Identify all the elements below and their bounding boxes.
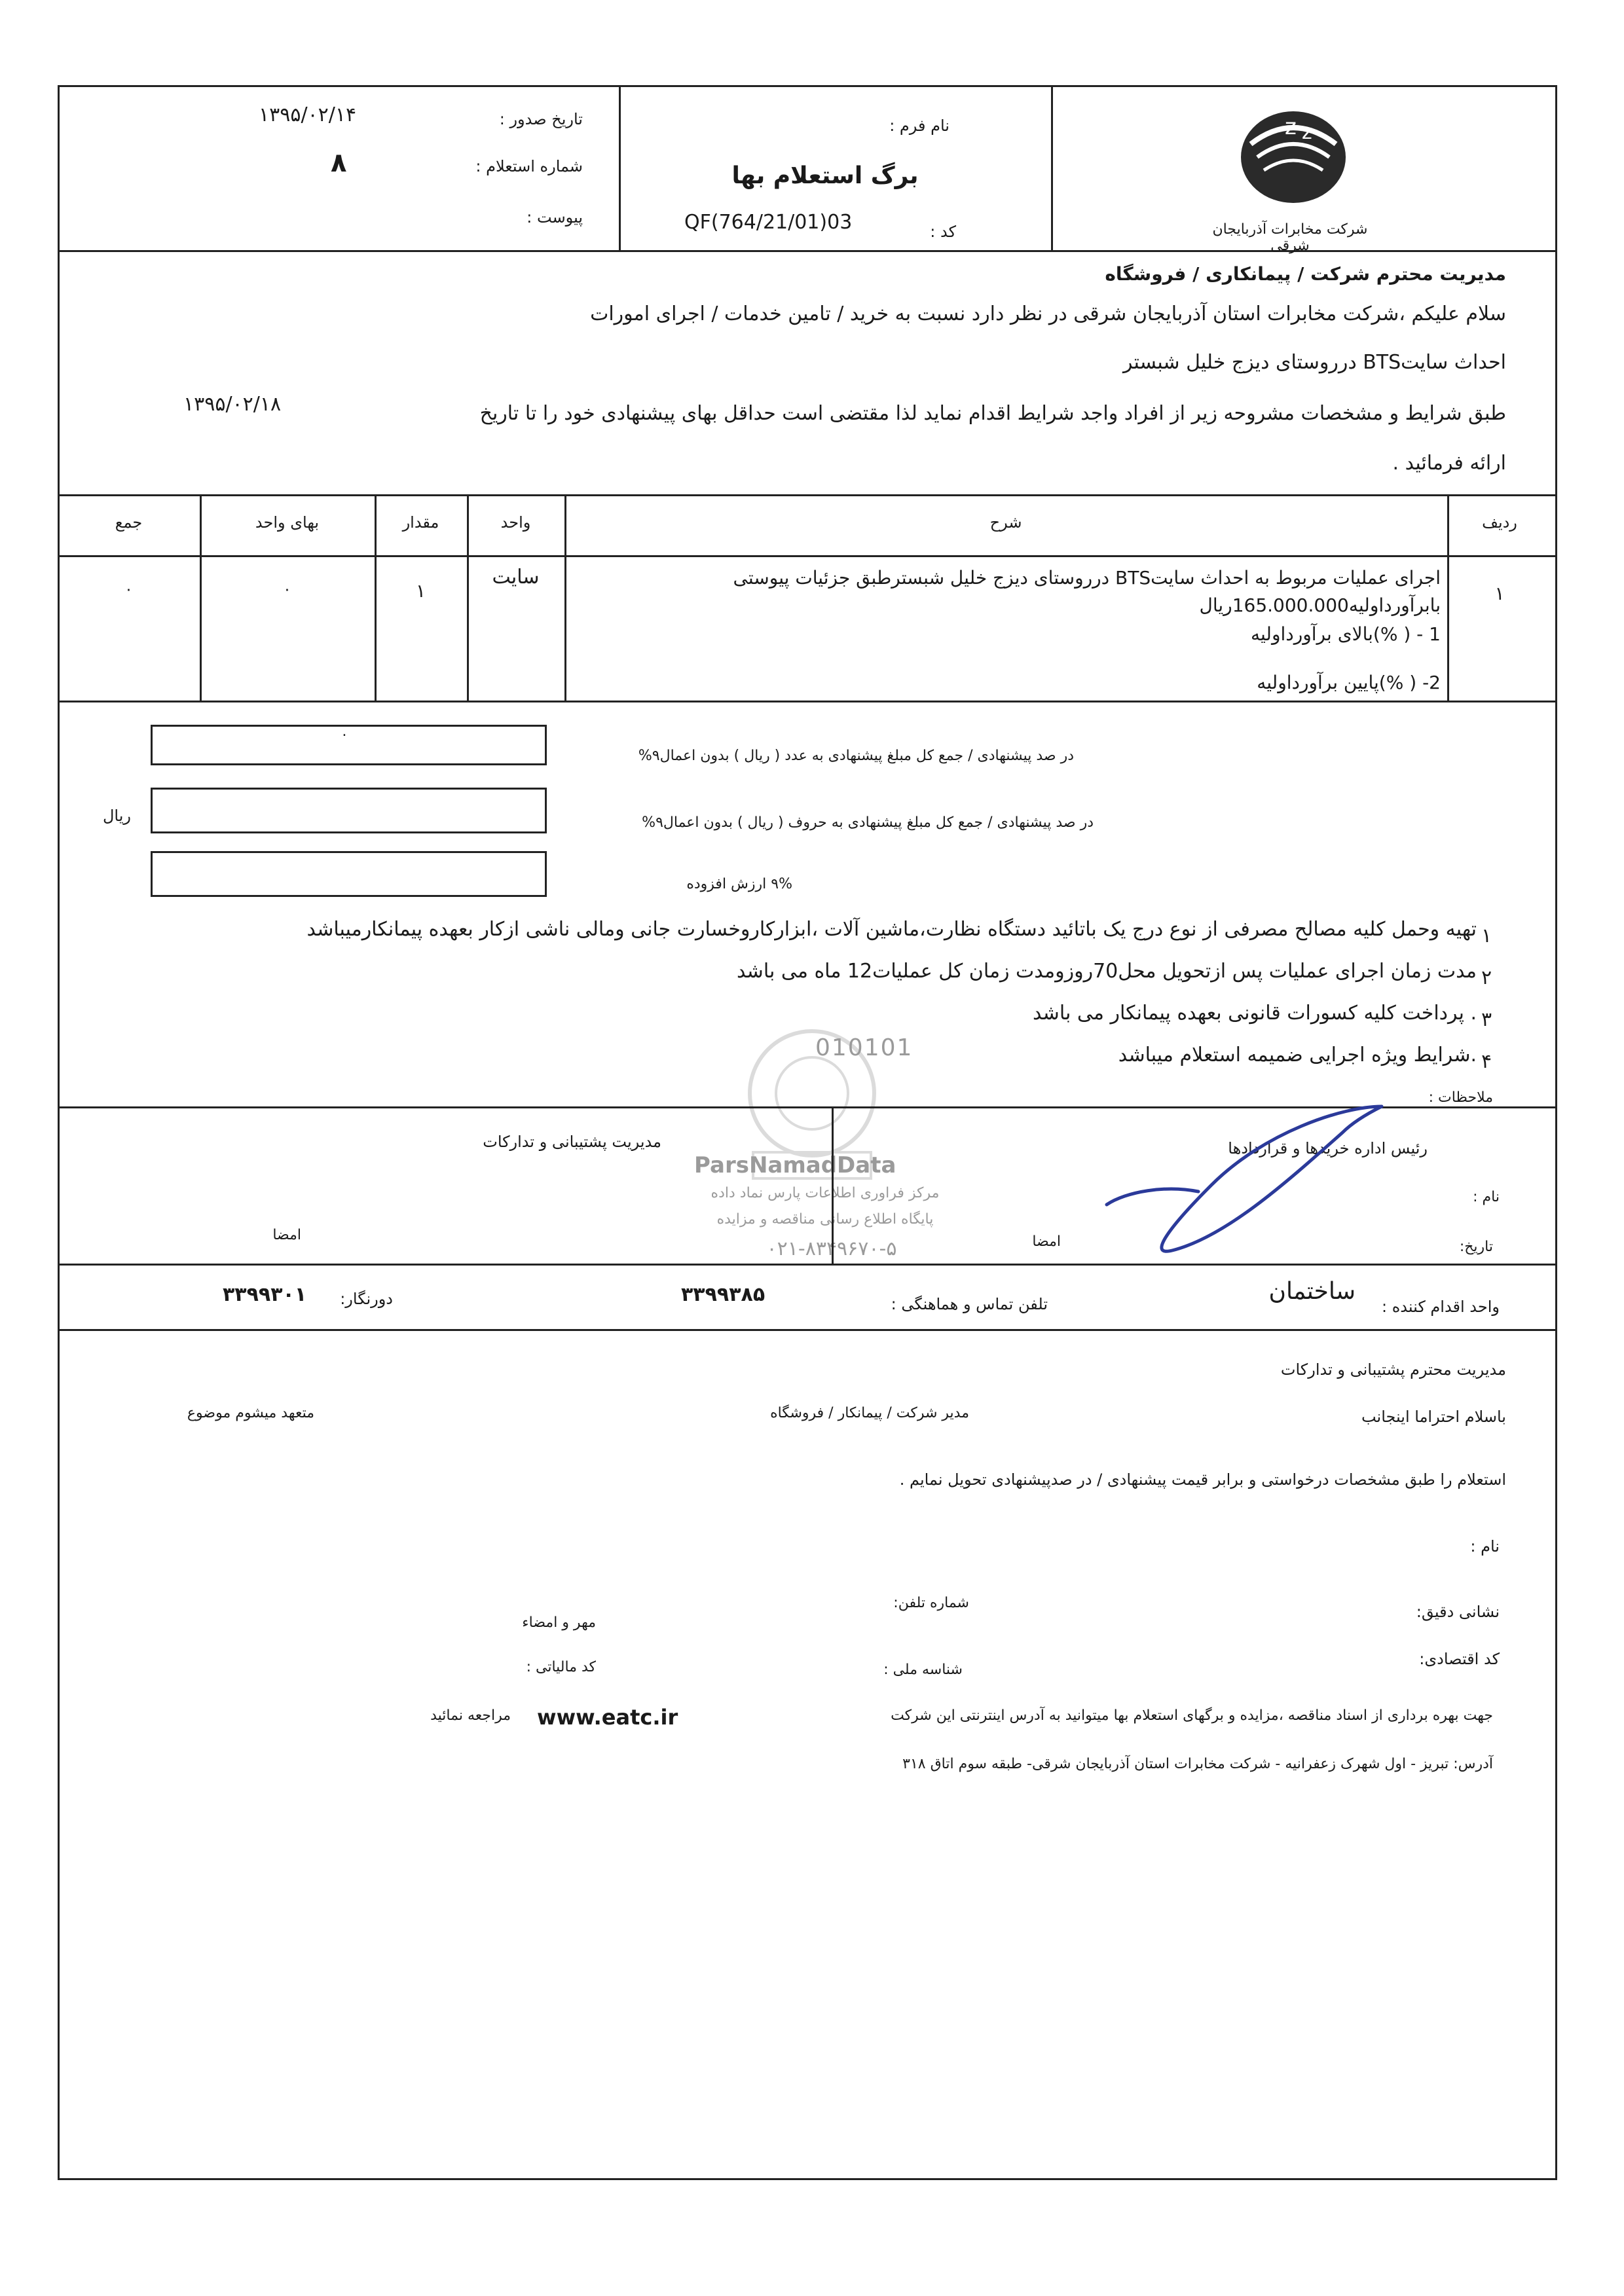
watermark-line-1: مرکز فراوری اطلاعات پارس نماد داده xyxy=(710,1185,940,1201)
currency-label: ریال xyxy=(102,807,131,825)
sign-left-label: امضا xyxy=(272,1227,301,1243)
reply-phone-label: شماره تلفن: xyxy=(893,1595,969,1611)
watermark-phone: ۰۲۱-۸۳۴۹۶۷۰-۵ xyxy=(766,1237,897,1260)
table-row-1-quantity: ۱ xyxy=(415,580,426,602)
code-label: کد : xyxy=(930,223,956,241)
reply-national-id-label: شناسه ملی : xyxy=(883,1662,963,1678)
vat-field[interactable] xyxy=(151,851,547,897)
remarks-label: ملاحظات : xyxy=(1428,1089,1493,1106)
intro-line-4: ارائه فرمائید . xyxy=(1392,452,1506,475)
reply-seal-label: مهر و امضاء xyxy=(522,1614,596,1631)
watermark-brand: ParsNamadData xyxy=(694,1152,896,1178)
reply-greeting: باسلام احتراما اینجانب xyxy=(1361,1408,1506,1426)
fax-label: دورنگار: xyxy=(340,1290,393,1308)
total-numeric-value: ۰ xyxy=(341,727,348,743)
table-row-1-total: ۰ xyxy=(124,580,133,598)
salutation: مدیریت محترم شرکت / پیمانکاری / فروشگاه xyxy=(1105,263,1506,285)
reply-manager: مدیر شرکت / پیمانکار / فروشگاه xyxy=(770,1405,969,1421)
sign-right-label: امضا xyxy=(1032,1233,1061,1250)
reply-body: استعلام را طبق مشخصات درخواستی و برابر قیمت پیشنهادی / در صدپیشنهادی تحویل نمایم . xyxy=(899,1470,1506,1489)
table-top-line xyxy=(58,494,1557,496)
date-label: تاریخ: xyxy=(1459,1239,1493,1255)
total-words-label: در صد پیشنهادی / جمع کل مبلغ پیشنهادی به حروف ( ریال ) بدون اعمال۹% xyxy=(642,814,1094,831)
condition-number-3: ۳ xyxy=(1481,1008,1492,1031)
issue-date-label: تاریخ صدور : xyxy=(499,110,583,128)
col-header-unit: واحد xyxy=(500,513,531,532)
company-logo-icon xyxy=(1225,105,1362,210)
total-words-field[interactable] xyxy=(151,788,547,833)
phone-label: تلفن تماس و هماهنگی : xyxy=(891,1295,1048,1313)
fax-value: ۳۳۹۹۳۰۱ xyxy=(223,1283,307,1306)
condition-number-2: ۲ xyxy=(1481,966,1492,989)
reply-tax-code-label: کد مالیاتی : xyxy=(526,1659,596,1675)
intro-line-1: سلام علیکم ،شرکت مخابرات استان آذربایجان شرقی در نظر دارد نسبت به خرید / تامین خدمات / اجرای امورات xyxy=(590,302,1506,325)
intro-line-3: طبق شرایط و مشخصات مشروحه زیر از افراد واجد شرایط اقدام نماید لذا مقتضی است حداقل بهای پیشنهادی خود را تا تاریخ xyxy=(479,402,1506,425)
total-numeric-label: در صد پیشنهادی / جمع کل مبلغ پیشنهادی به عدد ( ریال ) بدون اعمال۹% xyxy=(638,748,1074,764)
form-code: QF(764/21/01)03 xyxy=(684,211,853,234)
watermark-line-2: پایگاه اطلاع رسانی مناقصه و مزایده xyxy=(716,1211,934,1228)
issue-date-value: ۱۳۹۵/۰۲/۱۴ xyxy=(259,103,357,126)
table-row-1-unit-price: ۰ xyxy=(283,580,291,598)
col-header-row: ردیف xyxy=(1482,513,1517,532)
col-header-description: شرح xyxy=(989,513,1022,532)
condition-number-1: ۱ xyxy=(1481,924,1492,947)
unit-label: واحد اقدام کننده : xyxy=(1381,1298,1500,1316)
reply-address: آدرس: تبریز - اول شهرک زعفرانیه - شرکت مخابرات استان آذربایجان شرقی- طبقه سوم اتاق ۳۱۸ xyxy=(902,1756,1493,1772)
reply-name-label: نام : xyxy=(1470,1537,1500,1556)
condition-4: .شرایط ویژه اجرایی ضمیمه استعلام میباشد xyxy=(1118,1044,1477,1066)
intro-line-2: احداث سایتBTS درروستای دیزج خلیل شبستر xyxy=(1123,351,1506,374)
header-divider-right xyxy=(1051,85,1053,250)
vat-label: ۹% ارزش افزوده xyxy=(686,876,792,892)
table-row-1-unit: سایت xyxy=(492,566,540,589)
table-row-1-desc-line-3: 1 - ( %)بالای برآورداولیه xyxy=(1250,623,1441,645)
reply-refer: مراجعه نمائید xyxy=(430,1707,511,1724)
form-name-label: نام فرم : xyxy=(889,117,950,135)
contact-bottom-line xyxy=(58,1329,1557,1331)
col-header-total: جمع xyxy=(115,513,143,532)
signature-divider xyxy=(832,1106,834,1264)
reply-to: مدیریت محترم پشتیبانی و تدارکات xyxy=(1280,1360,1506,1379)
phone-value: ۳۳۹۹۳۸۵ xyxy=(681,1283,766,1306)
watermark-digits: 010101 xyxy=(815,1034,913,1061)
table-header-line xyxy=(58,555,1557,557)
table-bottom-line xyxy=(58,701,1557,702)
condition-3: . پرداخت کلیه کسورات قانونی بعهده پیمانکار می باشد xyxy=(1032,1002,1477,1025)
reply-econ-code-label: کد اقتصادی: xyxy=(1419,1650,1500,1668)
svg-text:z: z xyxy=(1285,114,1297,140)
table-row-1-number: ۱ xyxy=(1494,583,1505,604)
reply-download-note: جهت بهره برداری از اسناد مناقصه ،مزایده و برگهای استعلام بها میتوانید به آدرس اینترنتی این شرکت xyxy=(891,1707,1493,1724)
condition-number-4: ۴ xyxy=(1481,1050,1492,1073)
unit-value: ساختمان xyxy=(1268,1278,1356,1305)
left-signature-title: مدیریت پشتیبانی و تدارکات xyxy=(483,1133,661,1151)
total-numeric-field[interactable] xyxy=(151,725,547,765)
svg-text:z: z xyxy=(1302,121,1312,144)
company-name: شرکت مخابرات آذربایجان شرقی xyxy=(1212,221,1368,254)
website-link[interactable]: www.eatc.ir xyxy=(537,1705,678,1730)
table-row-1-desc-line-1: اجرای عملیات مربوط به احداث سایتBTS درروستای دیزج خلیل شبسترطبق جزئیات پیوستی xyxy=(733,567,1441,589)
table-row-1-desc-line-2: بابرآورداولیه165.000.000ریال xyxy=(1199,594,1441,616)
handwritten-signature-icon xyxy=(1067,1093,1395,1277)
col-divider-row xyxy=(1447,494,1449,701)
contact-top-line xyxy=(58,1264,1557,1266)
col-header-unit-price: بهای واحد xyxy=(255,513,320,532)
name-label: نام : xyxy=(1473,1189,1500,1205)
inquiry-number-value: ۸ xyxy=(331,148,347,178)
header-divider-left xyxy=(619,85,621,250)
right-signature-title: رئیس اداره خریدها و قراردادها xyxy=(1228,1139,1428,1157)
inquiry-number-label: شماره استعلام : xyxy=(475,157,583,175)
table-row-1-desc-line-4: 2- ( %)پایین برآورداولیه xyxy=(1257,672,1441,693)
col-header-quantity: مقدار xyxy=(402,513,439,532)
condition-2: مدت زمان اجرای عملیات پس ازتحویل محل70روزومدت زمان کل عملیات12 ماه می باشد xyxy=(736,960,1477,983)
reply-address-label: نشانی دقیق: xyxy=(1416,1603,1500,1621)
condition-1: تهیه وحمل کلیه مصالح مصرفی از نوع درج یک باتائید دستگاه نظارت،ماشین آلات ،ابزارکاروخسارت جانی ومالی ناشی ازکار بعهده پیمانکارمیباشد xyxy=(306,918,1477,941)
reply-commitment: متعهد میشوم موضوع xyxy=(187,1405,314,1421)
deadline-date: ۱۳۹۵/۰۲/۱۸ xyxy=(183,393,282,416)
form-title: برگ استعلام بها xyxy=(731,162,919,189)
attachment-label: پیوست : xyxy=(526,208,583,227)
